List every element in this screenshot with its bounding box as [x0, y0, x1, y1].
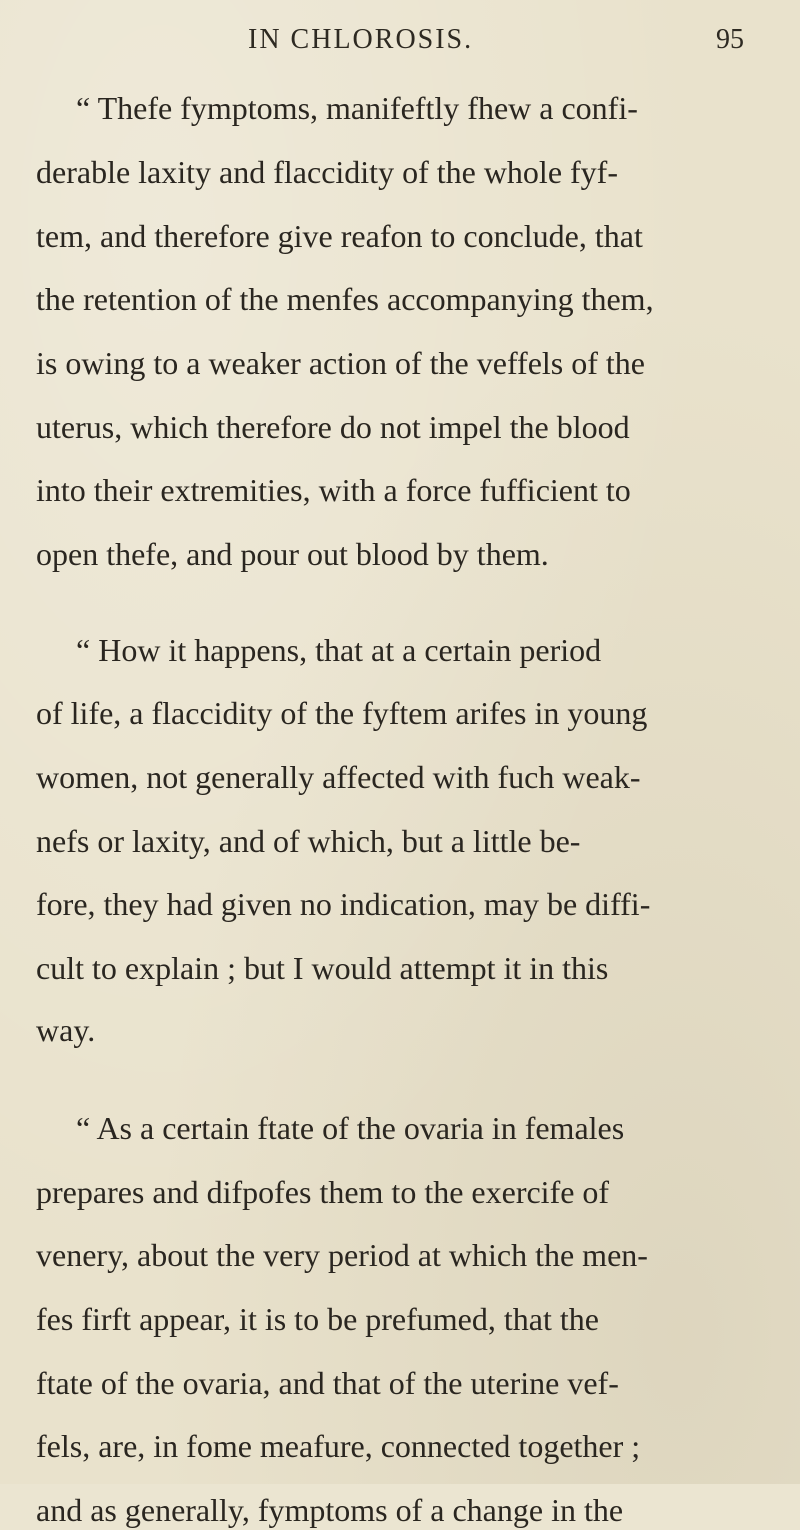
- text-line: and as generally, fymptoms of a change in the: [36, 1492, 624, 1528]
- text-line: prepares and difpofes them to the exercife of: [36, 1174, 610, 1210]
- text-line: cult to explain ; but I would attempt it in this: [36, 950, 609, 986]
- text-line: the retention of the menfes accompanying them,: [36, 281, 654, 317]
- text-line: venery, about the very period at which the men-: [36, 1237, 648, 1273]
- text-line: of life, a flaccidity of the fyftem arifes in young: [36, 695, 648, 731]
- text-line: open thefe, and pour out blood by them.: [36, 536, 549, 572]
- page-header: [0, 24, 800, 64]
- text-line: way.: [36, 1012, 96, 1048]
- running-head: IN CHLOROSIS.: [248, 24, 474, 55]
- text-line: “ Thefe fymptoms, manifeftly fhew a confi-: [76, 90, 638, 126]
- text-line: “ As a certain ftate of the ovaria in females: [76, 1110, 625, 1146]
- text-line: fore, they had given no indication, may be diffi-: [36, 886, 651, 922]
- text-line: women, not generally affected with fuch weak-: [36, 759, 641, 795]
- text-line: into their extremities, with a force fufficient to: [36, 472, 631, 508]
- text-line: nefs or laxity, and of which, but a little be-: [36, 823, 581, 859]
- text-line: uterus, which therefore do not impel the blood: [36, 409, 630, 445]
- text-line: fels, are, in fome meafure, connected together ;: [36, 1428, 641, 1464]
- page-number: 95: [716, 24, 744, 55]
- text-line: is owing to a weaker action of the veffels of the: [36, 345, 645, 381]
- text-line: ftate of the ovaria, and that of the uterine vef-: [36, 1365, 619, 1401]
- text-line: derable laxity and flaccidity of the whole fyf-: [36, 154, 618, 190]
- text-line: “ How it happens, that at a certain period: [76, 632, 602, 668]
- text-line: fes firft appear, it is to be prefumed, that the: [36, 1301, 599, 1337]
- text-line: tem, and therefore give reafon to conclude, that: [36, 218, 643, 254]
